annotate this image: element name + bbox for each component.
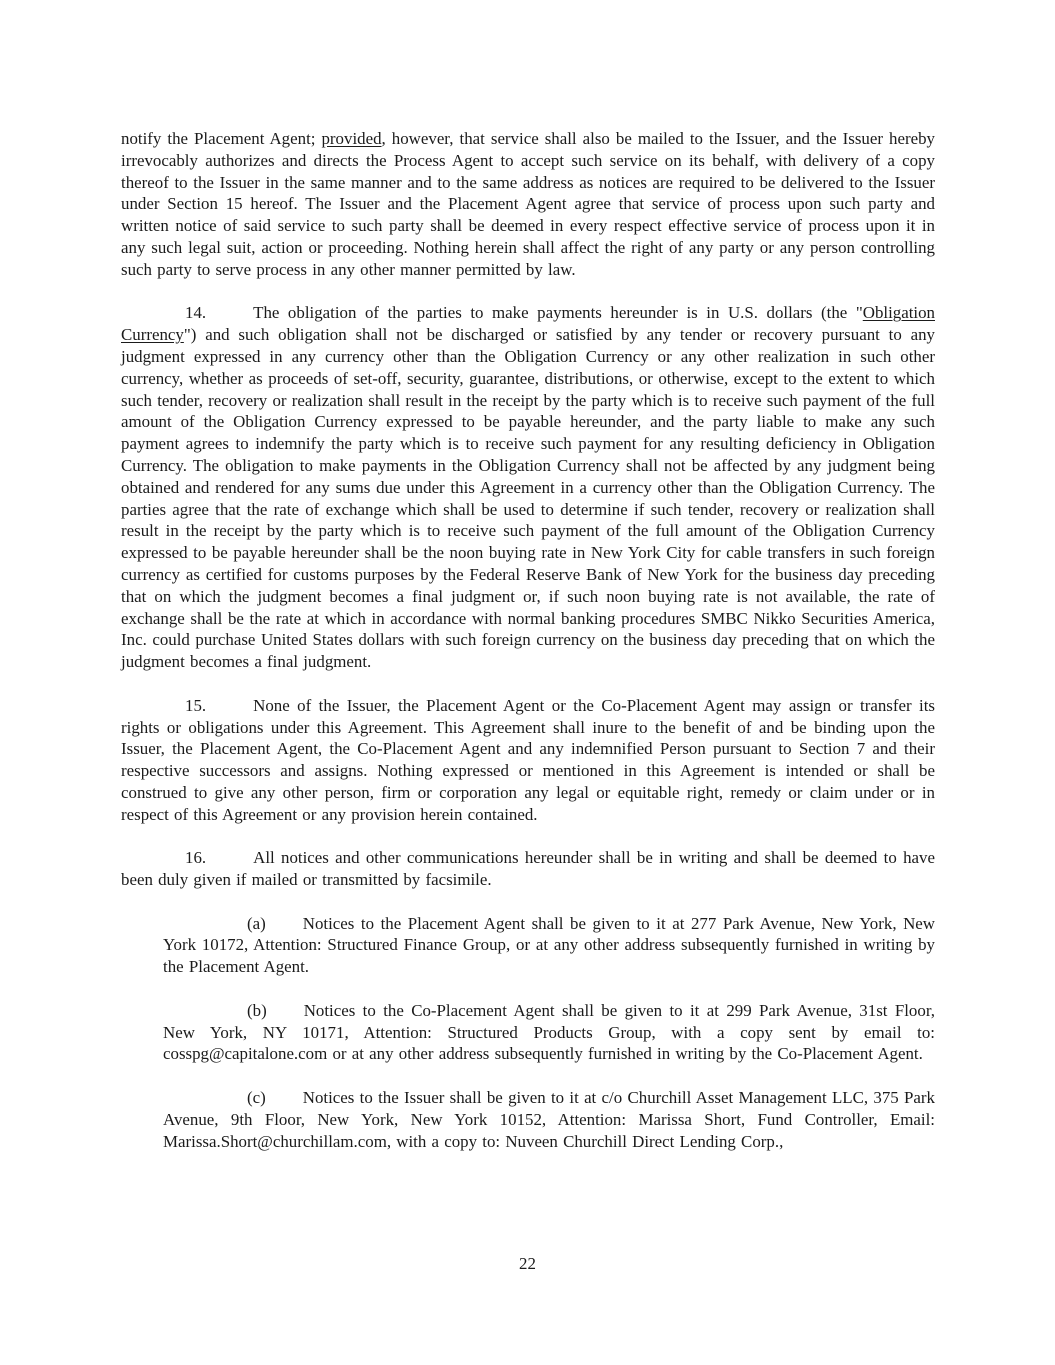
paragraph-16 [121, 847, 935, 891]
body-text: Notices to the Issuer shall be given to it at c/o Churchill Asset Management LLC, 375 Park Avenue, 9th Floor, New York, New York 10152, Attention: Marissa Short, Fund Controller, Email: Marissa.Short@churchillam.com, with a copy to: Nuveen Churchill Direct Lending Corp., [163, 1088, 935, 1151]
section-number: 16. [185, 848, 207, 868]
subparagraph-a [163, 913, 935, 978]
underlined-term-provided: provided [321, 129, 382, 148]
body-text: None of the Issuer, the Placement Agent or the Co-Placement Agent may assign or transfer its rights or obligations under this Agreement. This Agreement shall inure to the benefit of and be binding upon the Issuer, the Placement Agent, the Co-Placement Agent and any indemnified Person pursuant to Section 7 and their respective successors and assigns. Nothing expressed or mentioned in this Agreement is intended or shall be construed to give any other person, firm or corporation any legal or equitable right, remedy or claim under or in respect of this Agreement or any provision herein contained. [121, 695, 935, 824]
subparagraph-label: (b) [247, 1000, 267, 1020]
body-text: Notices to the Co-Placement Agent shall be given to it at 299 Park Avenue, 31st Floor, New York, NY 10171, Attention: Structured Products Group, with a copy sent by email to: cosspg@capitalone.com or at any other address subsequently furnished in writing by the Co-Placement Agent. [163, 1000, 935, 1064]
subparagraph-label: (a) [247, 913, 266, 933]
body-text: ") and such obligation shall not be discharged or satisfied by any tender or recovery pursuant to any judgment expressed in any currency other than the Obligation Currency or any other realization in such other currency, whether as proceeds of set-off, security, guarantee, distributions, or otherwise, except to the extent to which such tender, recovery or realization shall result in the receipt by the party which is to receive such payment of the full amount of the Obligation Currency expressed to be payable hereunder, and the party liable to make any such payment agrees to indemnify the party which is to receive such payment for any resulting deficiency in Obligation Currency. The obligation to make payments in the Obligation Currency shall not be affected by any judgment being obtained and rendered for any sums due under this Agreement in a currency other than the Obligation Currency. The parties agree that the rate of exchange which shall be used to determine if such tender, recovery or realization shall result in the receipt by the party which is to receive such payment of the full amount of the Obligation Currency expressed to be payable hereunder shall be the noon buying rate in New York City for cable transfers in such foreign currency as certified for customs purposes by the Federal Reserve Bank of New York for the business day preceding that on which the judgment becomes a final judgment or, if such noon buying rate is not available, the rate of exchange shall be the rate at which in accordance with normal banking procedures SMBC Nikko Securities America, Inc. could purchase United States dollars with such foreign currency on the business day preceding that on which the judgment becomes a final judgment. [121, 325, 935, 672]
section-number: 14. [185, 303, 207, 323]
subparagraph-label: (c) [247, 1088, 266, 1108]
body-text: Notices to the Placement Agent shall be given to it at 277 Park Avenue, New York, New York 10172, Attention: Structured Finance Group, or at any other address subsequently furnished in writing by the Placement Agent. [163, 913, 935, 977]
paragraph-continuation [121, 128, 935, 281]
document-body [121, 128, 935, 1152]
underlined-term-obligation-currency: Obligation Currency [121, 303, 935, 345]
page-number: 22 [519, 1254, 536, 1273]
paragraph-15 [121, 695, 935, 826]
subparagraph-c [163, 1087, 935, 1152]
paragraph-14 [121, 302, 935, 673]
body-text: All notices and other communications hereunder shall be in writing and shall be deemed to have been duly given if mailed or transmitted by facsimile. [121, 848, 935, 890]
body-text: The obligation of the parties to make payments hereunder is in U.S. dollars (the " [253, 303, 863, 323]
section-number: 15. [185, 695, 207, 715]
subparagraph-b [163, 1000, 935, 1065]
body-text: , however, that service shall also be mailed to the Issuer, and the Issuer hereby irrevocably authorizes and directs the Process Agent to accept such service on its behalf, with delivery of a copy thereof to the Issuer in the same manner and to the same address as notices are required to be delivered to the Issuer under Section 15 hereof. The Issuer and the Placement Agent agree that service of process upon such party and written notice of said service to such party shall be deemed in every respect effective service of process upon it in any such legal suit, action or proceeding. Nothing herein shall affect the right of any party or any person controlling such party to serve process in any other manner permitted by law. [121, 129, 935, 279]
body-text: notify the Placement Agent; [121, 129, 322, 148]
